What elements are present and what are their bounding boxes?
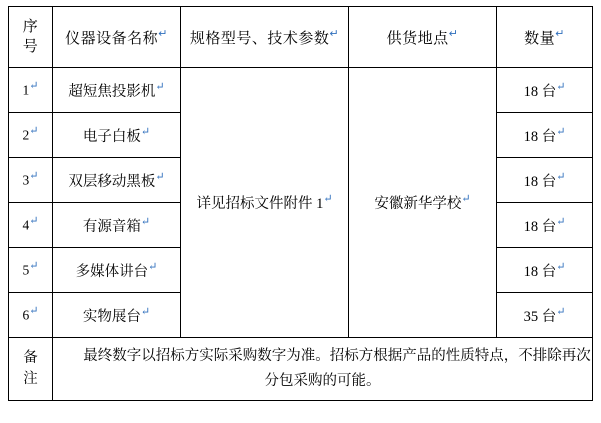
cell-name-value: 电子白板 xyxy=(82,128,141,145)
column-header-spec-label: 规格型号、技术参数 xyxy=(189,29,330,47)
cell-name xyxy=(53,293,181,338)
cell-qty xyxy=(497,113,593,158)
cell-seq-value: 4 xyxy=(22,217,30,233)
edit-mark-icon: ↵ xyxy=(556,125,566,138)
edit-mark-icon: ↵ xyxy=(556,305,566,318)
cell-name-value: 多媒体讲台 xyxy=(75,263,149,280)
cell-spec-merged xyxy=(181,68,349,338)
remark-row xyxy=(9,338,593,401)
remark-label-line1: 备 xyxy=(23,350,38,366)
cell-name xyxy=(53,248,181,293)
column-header-qty xyxy=(497,7,593,68)
column-header-name-label: 仪器设备名称 xyxy=(65,29,159,47)
cell-seq xyxy=(9,158,53,203)
cell-seq xyxy=(9,113,53,158)
cell-qty xyxy=(497,293,593,338)
cell-qty-value: 35 台 xyxy=(523,308,557,325)
edit-mark-icon: ↵ xyxy=(158,27,168,40)
cell-name-value: 实物展台 xyxy=(82,308,141,325)
cell-qty xyxy=(497,248,593,293)
cell-qty xyxy=(497,68,593,113)
column-header-seq xyxy=(9,7,53,68)
edit-mark-icon: ↵ xyxy=(556,170,566,183)
cell-qty-value: 18 台 xyxy=(523,173,557,190)
cell-name-value: 双层移动黑板 xyxy=(68,173,156,190)
cell-qty xyxy=(497,203,593,248)
cell-place-value: 安徽新华学校 xyxy=(374,196,462,212)
edit-mark-icon: ↵ xyxy=(29,260,39,273)
cell-name-value: 超短焦投影机 xyxy=(68,83,156,100)
cell-name xyxy=(53,203,181,248)
cell-name xyxy=(53,113,181,158)
cell-qty-value: 18 台 xyxy=(523,128,557,145)
cell-spec-value: 详见招标文件附件 1 xyxy=(196,196,324,212)
edit-mark-icon: ↵ xyxy=(556,215,566,228)
remark-text: 最终数字以招标方实际采购数字为准。招标方根据产品的性质特点，不排除再次分包采购的可能。 xyxy=(83,348,591,389)
edit-mark-icon: ↵ xyxy=(155,170,165,183)
remark-label-line2: 注 xyxy=(23,371,38,387)
edit-mark-icon: ↵ xyxy=(329,27,340,40)
edit-mark-icon: ↵ xyxy=(555,27,565,40)
cell-seq xyxy=(9,293,53,338)
column-header-qty-label: 数量 xyxy=(524,29,556,47)
edit-mark-icon: ↵ xyxy=(556,80,566,93)
edit-mark-icon: ↵ xyxy=(29,125,39,138)
cell-seq-value: 6 xyxy=(22,307,30,323)
cell-seq xyxy=(9,203,53,248)
table-header-row xyxy=(9,7,593,68)
cell-seq xyxy=(9,248,53,293)
cell-seq-value: 5 xyxy=(22,262,30,278)
table-body xyxy=(9,68,593,401)
cell-seq xyxy=(9,68,53,113)
cell-name-value: 有源音箱 xyxy=(82,218,141,235)
cell-place-merged xyxy=(349,68,497,338)
cell-seq-value: 2 xyxy=(22,127,30,143)
cell-name xyxy=(53,158,181,203)
edit-mark-icon: ↵ xyxy=(155,80,165,93)
table-header xyxy=(9,7,593,68)
column-header-seq-line1: 序 xyxy=(22,18,39,35)
edit-mark-icon: ↵ xyxy=(29,215,39,228)
column-header-place xyxy=(349,7,497,68)
equipment-table xyxy=(8,6,593,401)
column-header-place-label: 供货地点 xyxy=(386,29,449,47)
column-header-seq-line2: 号 xyxy=(22,38,39,55)
cell-qty-value: 18 台 xyxy=(523,263,557,280)
cell-name xyxy=(53,68,181,113)
edit-mark-icon: ↵ xyxy=(556,260,566,273)
remark-label xyxy=(9,338,53,401)
edit-mark-icon: ↵ xyxy=(29,305,39,318)
edit-mark-icon: ↵ xyxy=(29,80,39,93)
edit-mark-icon: ↵ xyxy=(140,215,151,228)
cell-seq-value: 1 xyxy=(22,82,30,98)
edit-mark-icon: ↵ xyxy=(140,125,151,138)
cell-qty xyxy=(497,158,593,203)
column-header-name xyxy=(53,7,181,68)
edit-mark-icon: ↵ xyxy=(323,193,333,206)
remark-text-cell xyxy=(53,338,593,401)
cell-seq-value: 3 xyxy=(22,172,30,188)
table-row xyxy=(9,68,593,113)
cell-qty-value: 18 台 xyxy=(523,83,557,100)
column-header-spec xyxy=(181,7,349,68)
edit-mark-icon: ↵ xyxy=(29,170,39,183)
edit-mark-icon: ↵ xyxy=(448,27,459,40)
edit-mark-icon: ↵ xyxy=(140,305,151,318)
edit-mark-icon: ↵ xyxy=(461,193,471,206)
edit-mark-icon: ↵ xyxy=(148,260,158,273)
cell-qty-value: 18 台 xyxy=(523,218,557,235)
